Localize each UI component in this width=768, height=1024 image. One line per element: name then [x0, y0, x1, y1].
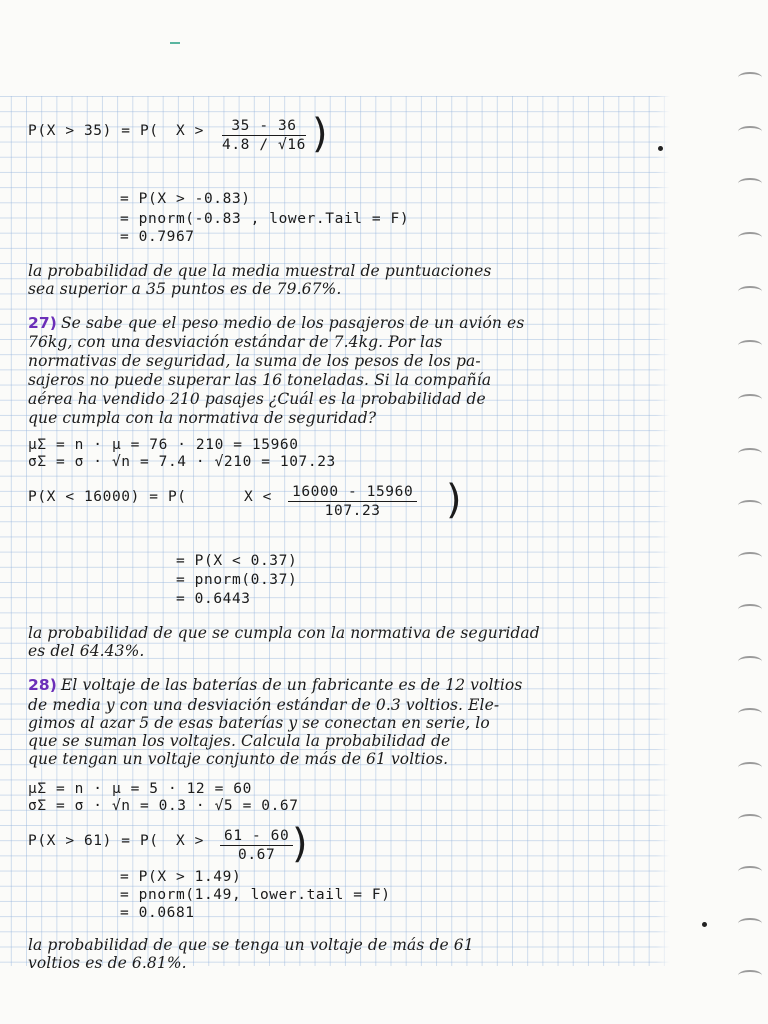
binding-ring — [738, 178, 762, 189]
binding-ring — [738, 762, 762, 773]
binding-ring — [738, 286, 762, 297]
sd-formula: σΣ = σ · √n = 0.3 · √5 = 0.67 — [28, 798, 299, 814]
step-line: = pnorm(1.49, lower.tail = F) — [120, 887, 391, 903]
problem-statement-line: que tengan un voltaje conjunto de más de 61 voltios. — [28, 750, 449, 768]
problem-statement-line: 28) El voltaje de las baterías de un fabricante es de 12 voltios — [28, 676, 523, 694]
step-line: = P(X < 0.37) — [176, 553, 298, 569]
closing-paren: ) — [292, 821, 308, 867]
step-line: = P(X > 1.49) — [120, 869, 242, 885]
mean-formula: μΣ = n · μ = 76 · 210 = 15960 — [28, 437, 299, 453]
formula-lhs: P(X > 35) = P( — [28, 123, 159, 139]
step-line: = 0.7967 — [120, 229, 195, 245]
binding-ring — [738, 708, 762, 719]
fraction-numerator: 35 - 36 — [222, 118, 306, 136]
formula-variable: X < — [244, 489, 272, 505]
step-line: = 0.6443 — [176, 591, 251, 607]
problem-statement-line: sajeros no puede superar las 16 toneladas. Si la compañía — [28, 371, 492, 389]
problem-statement-line: que cumpla con la normativa de seguridad? — [28, 409, 377, 427]
closing-paren: ) — [312, 111, 328, 157]
conclusion-line: es del 64.43%. — [28, 642, 145, 660]
sd-formula: σΣ = σ · √n = 7.4 · √210 = 107.23 — [28, 454, 336, 470]
problem-statement-line: 27) Se sabe que el peso medio de los pasajeros de un avión es — [28, 314, 525, 332]
binding-ring — [738, 126, 762, 137]
conclusion-line: voltios es de 6.81%. — [28, 954, 187, 972]
binding-ring — [738, 394, 762, 405]
ink-dot — [702, 922, 707, 927]
binding-ring — [738, 970, 762, 981]
formula-variable: X > — [176, 123, 204, 139]
binding-ring — [738, 814, 762, 825]
ink-dot — [658, 146, 663, 151]
binding-ring — [738, 552, 762, 563]
step-line: = 0.0681 — [120, 905, 195, 921]
binding-ring — [738, 448, 762, 459]
bottom-margin — [0, 966, 768, 1024]
problem-number: 28) — [28, 676, 57, 694]
fraction-numerator: 61 - 60 — [220, 828, 293, 846]
binding-ring — [738, 918, 762, 929]
ink-mark — [170, 42, 180, 44]
fraction-numerator: 16000 - 15960 — [288, 484, 417, 502]
z-fraction — [220, 828, 293, 863]
binding-ring — [738, 340, 762, 351]
fraction-denominator: 107.23 — [324, 503, 381, 519]
binding-ring — [738, 656, 762, 667]
top-margin — [0, 0, 768, 96]
fraction-denominator: 0.67 — [237, 847, 276, 863]
z-fraction — [288, 484, 417, 519]
conclusion-line: la probabilidad de que se tenga un voltaje de más de 61 — [28, 936, 474, 954]
problem-statement-line: que se suman los voltajes. Calcula la probabilidad de — [28, 732, 451, 750]
binding-ring — [738, 500, 762, 511]
problem-statement-line: aérea ha vendido 210 pasajes ¿Cuál es la probabilidad de — [28, 390, 486, 408]
closing-paren: ) — [446, 477, 462, 523]
problem-statement-line: de media y con una desviación estándar de 0.3 voltios. Ele- — [28, 696, 500, 714]
step-line: = P(X > -0.83) — [120, 191, 251, 207]
binding-ring — [738, 604, 762, 615]
z-fraction — [222, 118, 306, 153]
conclusion-line: sea superior a 35 puntos es de 79.67%. — [28, 280, 342, 298]
conclusion-line: la probabilidad de que la media muestral de puntuaciones — [28, 262, 492, 280]
fraction-denominator: 4.8 / √16 — [222, 137, 306, 153]
binding-ring — [738, 72, 762, 83]
formula-lhs: P(X < 16000) = P( — [28, 489, 187, 505]
problem-statement-line: normativas de seguridad, la suma de los pesos de los pa- — [28, 352, 481, 370]
conclusion-line: la probabilidad de que se cumpla con la normativa de seguridad — [28, 624, 540, 642]
mean-formula: μΣ = n · μ = 5 · 12 = 60 — [28, 781, 252, 797]
problem-number: 27) — [28, 314, 57, 332]
step-line: = pnorm(-0.83 , lower.Tail = F) — [120, 211, 410, 227]
step-line: = pnorm(0.37) — [176, 572, 298, 588]
binding-ring — [738, 232, 762, 243]
formula-variable: X > — [176, 833, 204, 849]
problem-statement-line: gimos al azar 5 de esas baterías y se conectan en serie, lo — [28, 714, 490, 732]
formula-lhs: P(X > 61) = P( — [28, 833, 159, 849]
binding-ring — [738, 866, 762, 877]
problem-statement-line: 76kg, con una desviación estándar de 7.4kg. Por las — [28, 333, 443, 351]
